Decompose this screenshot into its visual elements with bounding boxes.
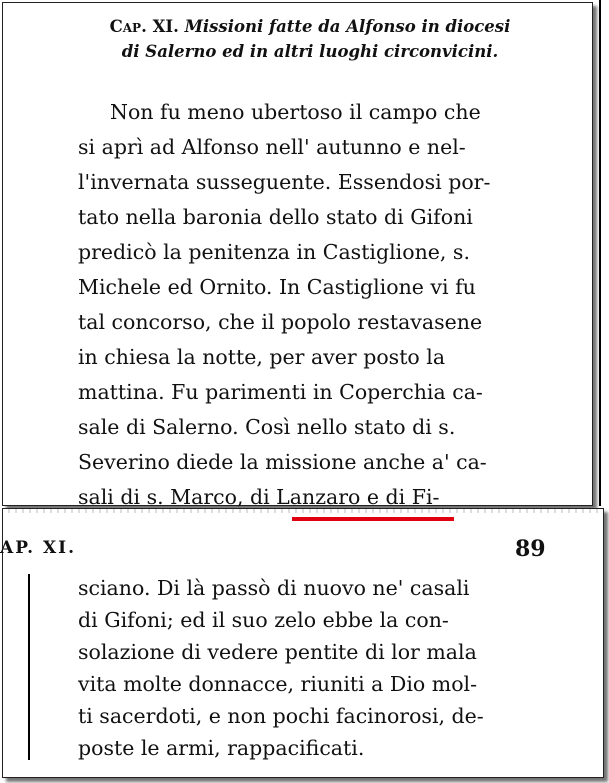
chapter-number: Cap. XI.	[109, 17, 179, 36]
text-line: ti sacerdoti, e non pochi facinorosi, de-	[78, 704, 484, 728]
chapter-heading	[60, 14, 560, 64]
page-edge-line	[599, 0, 601, 506]
page-number: 89	[515, 536, 546, 562]
text-line: solazione di vedere pentite di lor mala	[78, 640, 477, 664]
text-line: tal concorso, che il popolo restavasene	[78, 310, 483, 334]
torn-edge	[3, 509, 603, 513]
text-line: l'invernata susseguente. Essendosi por-	[78, 170, 491, 194]
text-line: si aprì ad Alfonso nell' autunno e nel-	[78, 135, 466, 159]
text-line: sciano. Di là passò di nuovo ne' casali	[78, 576, 470, 600]
text-line: Michele ed Ornito. In Castiglione vi fu	[78, 275, 476, 299]
chapter-title-line1: Missioni fatte da Alfonso in diocesi	[184, 17, 511, 36]
text-line: Severino diede la missione anche a' ca-	[78, 450, 487, 474]
text-line: poste le armi, rappacificati.	[78, 736, 365, 760]
margin-rule	[28, 574, 30, 760]
text-line: mattina. Fu parimenti in Coperchia ca-	[78, 380, 483, 404]
chapter-title-line2: di Salerno ed in altri luoghi circonvicini.	[121, 42, 499, 61]
running-head-chapter: AP. XI.	[0, 538, 77, 558]
text-line: tato nella baronia dello stato di Gifoni	[78, 205, 473, 229]
text-line: di Gifoni; ed il suo zelo ebbe la con-	[78, 608, 449, 632]
text-line: sale di Salerno. Così nello stato di s.	[78, 415, 456, 439]
text-line: vita molte donnacce, riuniti a Dio mol-	[78, 672, 478, 696]
text-line: Non fu meno ubertoso il campo che	[110, 100, 481, 124]
text-line: predicò la penitenza in Castiglione, s.	[78, 240, 470, 264]
text-line: in chiesa la notte, per aver posto la	[78, 345, 446, 369]
text-line: sali di s. Marco, di Lanzaro e di Fi-	[78, 485, 440, 509]
red-underline-mark	[292, 517, 454, 521]
